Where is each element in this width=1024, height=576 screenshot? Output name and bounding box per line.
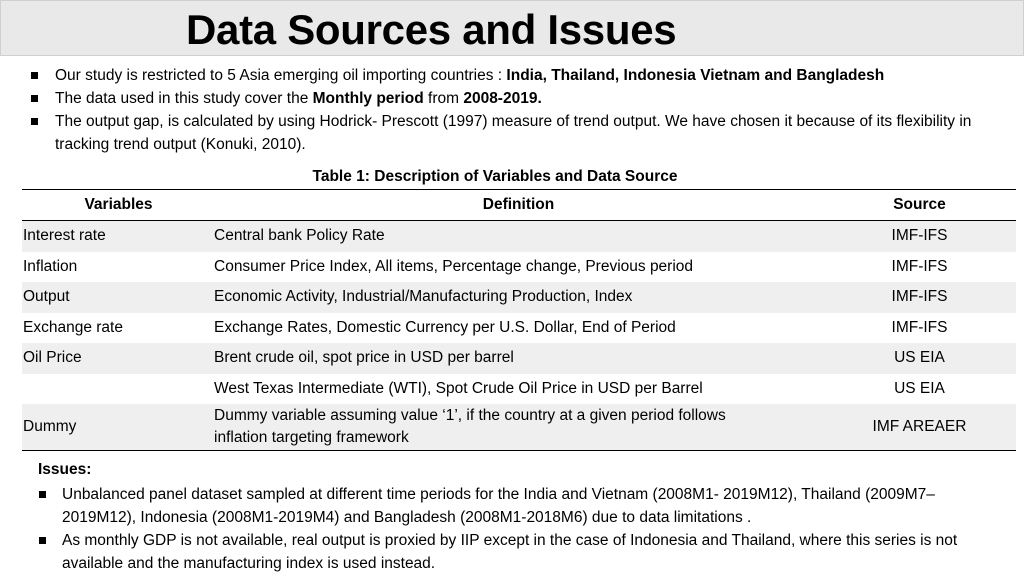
table-header-row <box>22 190 1016 221</box>
variables-table <box>22 189 1016 451</box>
cell-variable: Exchange rate <box>23 318 123 336</box>
cell-variable: Output <box>23 288 70 306</box>
bullet-countries-bold: India, Thailand, Indonesia Vietnam and Bangladesh <box>506 67 885 84</box>
cell-definition-text: Dummy variable assuming value ‘1’, if the country at a given period follows inflation targeting framework <box>214 407 726 446</box>
table-row <box>22 313 1016 344</box>
bullet-output-gap-text: The output gap, is calculated by using Hodrick- Prescott (1997) measure of trend output. We have chosen it because of its flexibility in tracking trend output (Konuki, 2010). <box>55 113 972 153</box>
table-row <box>22 252 1016 283</box>
cell-definition: Economic Activity, Industrial/Manufacturing Production, Index <box>214 288 633 306</box>
page-title: Data Sources and Issues <box>186 6 677 53</box>
header-source: Source <box>823 190 1016 221</box>
table-row <box>22 282 1016 313</box>
bullet-period-bold: Monthly period <box>312 90 424 107</box>
header-variables: Variables <box>22 190 214 221</box>
cell-source: IMF-IFS <box>891 257 948 275</box>
bullet-output-gap <box>30 110 1000 156</box>
cell-variable: Interest rate <box>23 227 106 245</box>
cell-definition: Exchange Rates, Domestic Currency per U.S. Dollar, End of Period <box>214 318 676 336</box>
issue-item: Unbalanced panel dataset sampled at different time periods for the India and Vietnam (2008M1- 2019M12), Thailand (2009M7–2019M12), Indonesia (2008M1-2019M4) and Bangladesh (2008M1-2018M6) due to data limitations . <box>38 483 988 529</box>
bullet-period <box>30 87 1000 110</box>
cell-definition: Brent crude oil, spot price in USD per barrel <box>214 349 514 367</box>
bullet-period-mid: from <box>423 90 464 107</box>
table-row <box>22 221 1016 252</box>
cell-definition <box>214 404 823 451</box>
cell-definition: West Texas Intermediate (WTI), Spot Crude Oil Price in USD per Barrel <box>214 379 703 397</box>
table-row <box>22 374 1016 405</box>
header-definition: Definition <box>214 190 823 221</box>
cell-source: IMF AREAER <box>872 418 967 435</box>
cell-variable <box>22 374 214 405</box>
bullet-period-years: 2008-2019. <box>463 90 542 107</box>
cell-variable: Inflation <box>23 257 78 275</box>
issues-list <box>38 483 988 575</box>
table-row <box>22 404 1016 451</box>
bullet-countries <box>30 64 1000 87</box>
cell-source: IMF-IFS <box>891 318 948 336</box>
table-caption: Table 1: Description of Variables and Data Source <box>312 168 678 185</box>
bullet-countries-text: Our study is restricted to 5 Asia emerging oil importing countries : <box>55 67 507 84</box>
bullet-period-text: The data used in this study cover the <box>55 90 313 107</box>
cell-source: IMF-IFS <box>891 288 948 306</box>
issue-item: As monthly GDP is not available, real output is proxied by IIP except in the case of Indonesia and Thailand, where this series is not available and the manufacturing index is used instead. <box>38 529 988 575</box>
cell-variable: Dummy <box>23 418 77 435</box>
issues-heading: Issues: <box>38 461 92 478</box>
cell-definition: Central bank Policy Rate <box>214 227 385 245</box>
cell-source: US EIA <box>894 349 945 367</box>
title-bar <box>0 0 1024 56</box>
intro-bullet-list <box>30 64 1000 156</box>
cell-definition: Consumer Price Index, All items, Percentage change, Previous period <box>214 257 694 275</box>
cell-source: US EIA <box>894 379 945 397</box>
table-row <box>22 343 1016 374</box>
cell-variable: Oil Price <box>23 349 82 367</box>
cell-source: IMF-IFS <box>891 227 948 245</box>
